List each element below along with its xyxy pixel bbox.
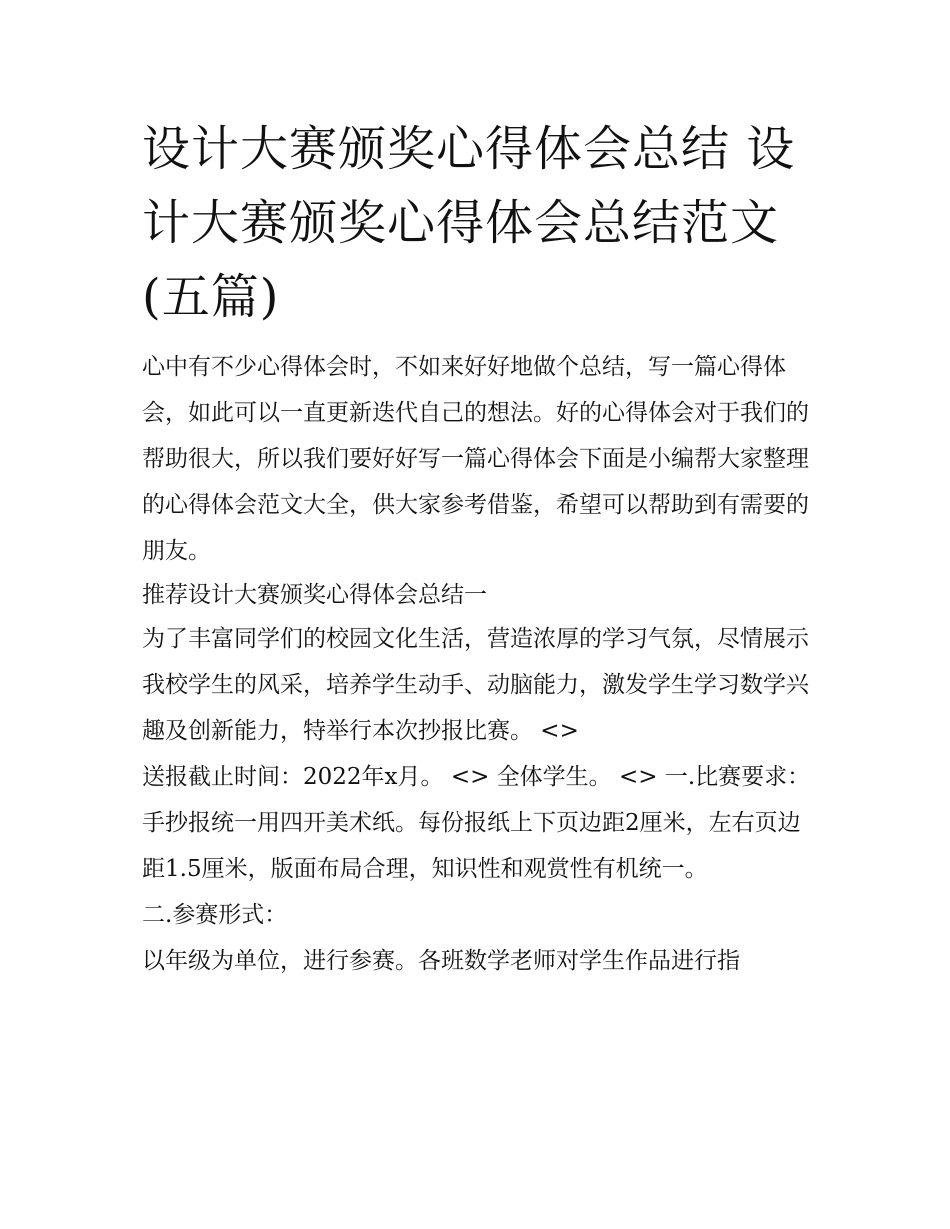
body-paragraph-4: 以年级为单位，进行参赛。各班数学老师对学生作品进行指 (142, 948, 740, 974)
section-heading: 推荐设计大赛颁奖心得体会总结一 (142, 582, 487, 608)
document-title: 设计大赛颁奖心得体会总结 设计大赛颁奖心得体会总结范文(五篇) (142, 121, 796, 325)
document-body (142, 112, 812, 984)
intro-paragraph: 心中有不少心得体会时，不如来好好地做个总结，写一篇心得体会，如此可以一直更新迭代自己的想法。好的心得体会对于我们的帮助很大，所以我们要好好写一篇心得体会下面是小编帮大家整理的心得体会范文大全，供大家参考借鉴，希望可以帮助到有需要的朋友。 (142, 354, 809, 564)
body-paragraph-1: 为了丰富同学们的校园文化生活，营造浓厚的学习气氛，尽情展示我校学生的风采，培养学生动手、动脑能力，激发学生学习数学兴趣及创新能力，特举行本次抄报比赛。 <> (142, 626, 809, 744)
body-paragraph-2: 送报截止时间：2022年x月。 <> 全体学生。 <> 一.比赛要求： (142, 764, 811, 790)
body-paragraph-3: 手抄报统一用四开美术纸。每份报纸上下页边距2厘米，左右页边距1.5厘米，版面布局合理，知识性和观赏性有机统一。 (142, 810, 801, 882)
section-heading-2: 二.参赛形式： (142, 902, 288, 928)
